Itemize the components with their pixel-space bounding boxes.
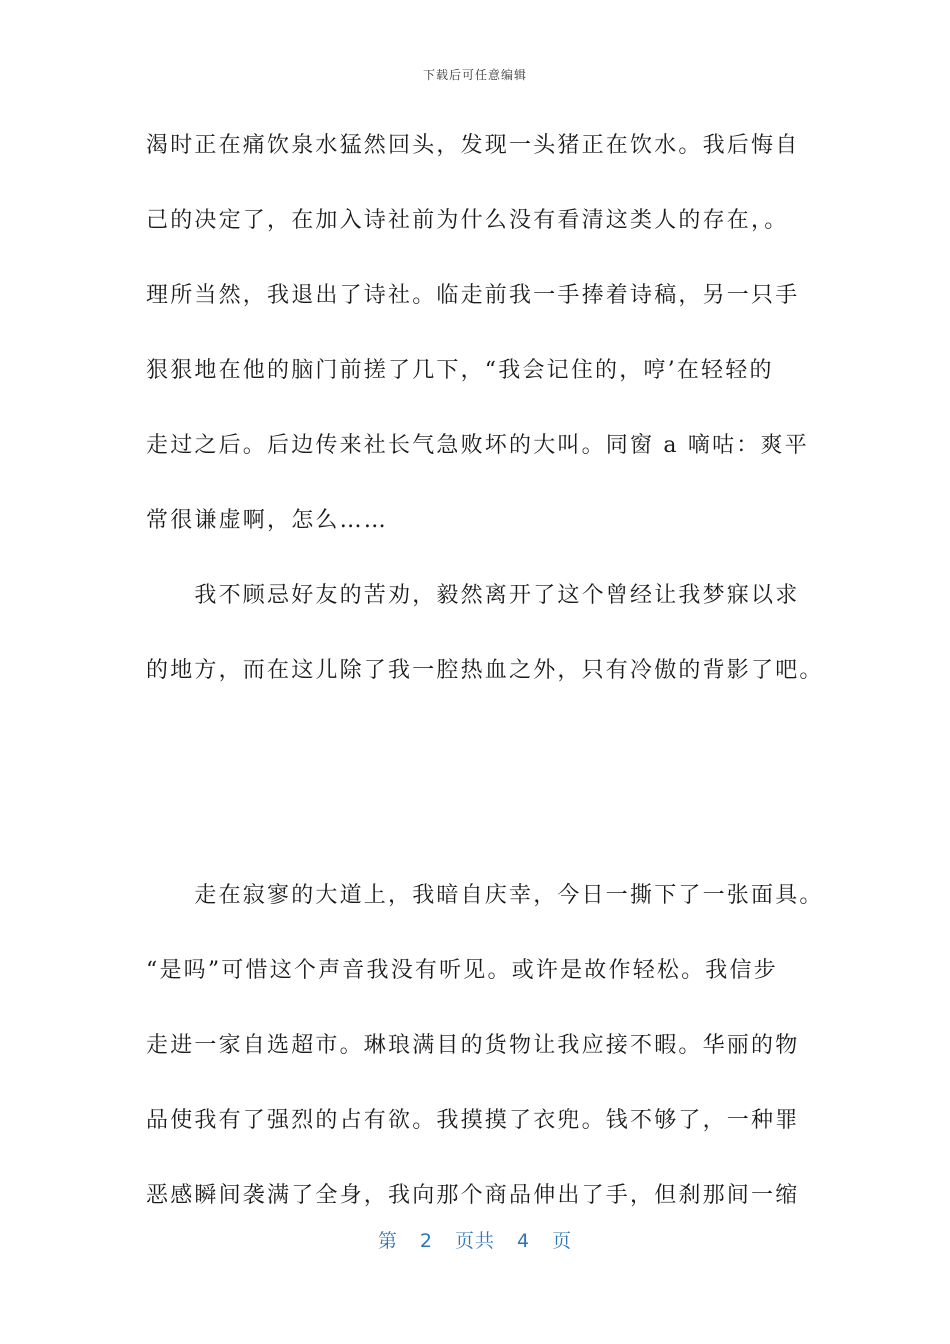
text-line: 理所当然，我退出了诗社。临走前我一手捧着诗稿，另一只手	[146, 283, 800, 308]
text-line: “是吗”可惜这个声音我没有听见。或许是故作轻松。我信步	[146, 958, 778, 983]
text-line: 走过之后。后边传来社长气急败坏的大叫。同窗 a 嘀咕：爽平	[146, 433, 809, 458]
text-line: 常很谦虚啊，怎么……	[146, 508, 389, 533]
text-line: 品使我有了强烈的占有欲。我摸摸了衣兜。钱不够了，一种罪	[146, 1108, 800, 1133]
footer-prefix: 第	[377, 1230, 398, 1252]
document-body	[146, 127, 826, 1252]
page-footer	[0, 1226, 950, 1253]
text-line: 狠狠地在他的脑门前搓了几下，“我会记住的，哼’在轻轻的	[146, 358, 774, 383]
text-line: 走进一家自选超市。琳琅满目的货物让我应接不暇。华丽的物	[146, 1033, 800, 1058]
text-line: 我不顾忌好友的苦劝，毅然离开了这个曾经让我梦寐以求	[146, 583, 800, 608]
paragraph-2	[146, 577, 826, 727]
paragraph-1	[146, 127, 826, 577]
footer-middle: 页共	[454, 1230, 495, 1252]
paragraph-3	[146, 877, 826, 1252]
footer-suffix: 页	[552, 1230, 573, 1252]
text-line: 恶感瞬间袭满了全身，我向那个商品伸出了手，但刹那间一缩	[146, 1183, 800, 1208]
current-page-number: 2	[419, 1230, 433, 1252]
text-line: 己的决定了，在加入诗社前为什么没有看清这类人的存在，。	[146, 208, 789, 233]
total-pages-number: 4	[517, 1230, 531, 1252]
text-line: 渴时正在痛饮泉水猛然回头，发现一头猪正在饮水。我后悔自	[146, 133, 800, 158]
text-line: 走在寂寥的大道上，我暗自庆幸，今日一撕下了一张面具。	[146, 883, 824, 908]
paragraph-gap	[146, 727, 826, 877]
text-line: 的地方，而在这儿除了我一腔热血之外，只有冷傲的背影了吧。	[146, 658, 824, 683]
page-header: 下载后可任意编辑	[422, 68, 527, 82]
